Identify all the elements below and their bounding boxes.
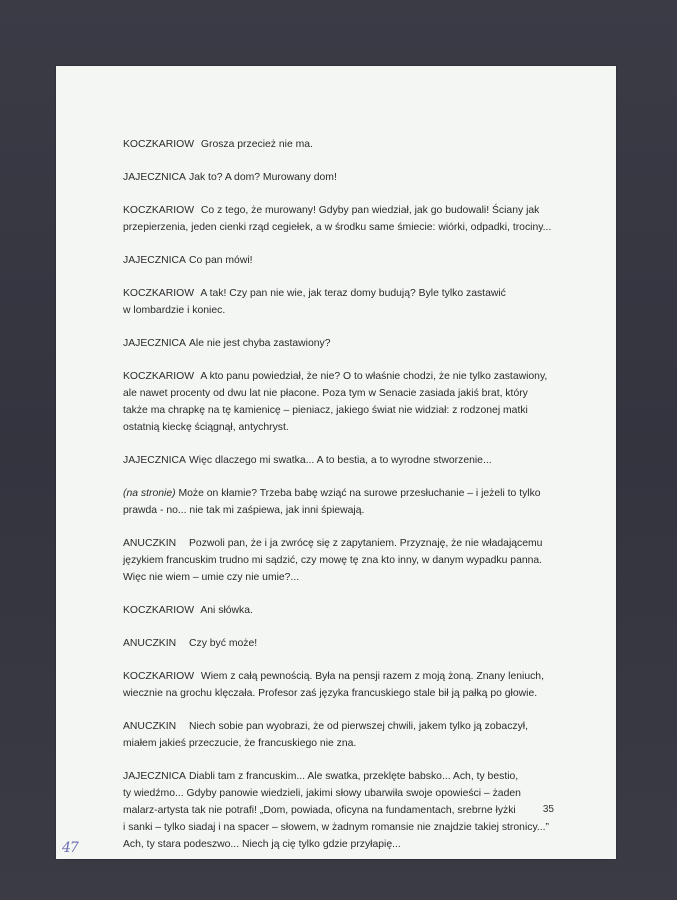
dialogue-paragraph — [123, 485, 613, 519]
speaker-name: JAJECZNICA — [123, 255, 186, 266]
text-line — [123, 768, 613, 785]
text-line — [123, 368, 613, 385]
speaker-name: JAJECZNICA — [123, 338, 186, 349]
text-line — [123, 535, 613, 552]
speaker-name: KOCZKARIOW — [123, 139, 195, 150]
text-line — [123, 802, 613, 819]
text-line — [123, 602, 613, 619]
line-text: A kto panu powiedział, że nie? O to właśnie chodzi, że nie tylko zastawiony, — [200, 371, 548, 382]
line-text: Grosza przecież nie ma. — [200, 139, 313, 150]
line-text: Czy być może! — [189, 638, 258, 649]
text-line — [123, 335, 613, 352]
handwritten-page-mark: 47 — [62, 840, 78, 856]
text-line — [123, 785, 613, 802]
dialogue-paragraph — [123, 768, 613, 853]
line-text: językiem francuskim trudno mi sądzić, czy mowę tę zna kto inny, w danym wypadku panna. — [123, 555, 543, 566]
line-text: Więc dlaczego mi swatka... A to bestia, a to wyrodne stworzenie... — [189, 455, 492, 466]
line-text: przepierzenia, jeden cienki rząd cegiełek, a w środku same śmiecie: wiórki, odpadki, trociny... — [123, 222, 552, 233]
dialogue-paragraph — [123, 535, 613, 586]
text-line — [123, 285, 613, 302]
line-text: Więc nie wiem – umie czy nie umie?... — [123, 572, 300, 583]
speaker-name: ANUCZKIN — [123, 638, 177, 649]
line-text: Może on kłamie? Trzeba babę wziąć na surowe przesłuchanie – i jeżeli to tylko — [178, 488, 541, 499]
line-text: prawda - no... nie tak mi zaśpiewa, jak inni śpiewają. — [123, 505, 365, 516]
text-line — [123, 735, 613, 752]
line-text: także ma chrapkę na tę kamienicę – pieniacz, jakiego świat nie widział: z rodzonej matki — [123, 405, 528, 416]
line-text: Co z tego, że murowany! Gdyby pan wiedział, jak go budowali! Ściany jak — [200, 205, 540, 216]
text-line — [123, 718, 613, 735]
text-line — [123, 169, 613, 186]
line-text: Diabli tam z francuskim... Ale swatka, przeklęte babsko... Ach, ty bestio, — [189, 771, 519, 782]
text-line — [123, 836, 613, 853]
dialogue-paragraph — [123, 136, 613, 153]
text-line — [123, 385, 613, 402]
dialogue-paragraph — [123, 285, 613, 319]
speaker-name: JAJECZNICA — [123, 455, 186, 466]
speaker-name: JAJECZNICA — [123, 771, 186, 782]
dialogue-paragraph — [123, 668, 613, 702]
text-line — [123, 252, 613, 269]
line-text: ty wiedźmo... Gdyby panowie wiedzieli, jakimi słowy ubarwiła swoje opowieści – żaden — [123, 788, 521, 799]
line-text: Wiem z całą pewnością. Była na pensji razem z moją żoną. Znany leniuch, — [200, 671, 544, 682]
dialogue-paragraph — [123, 335, 613, 352]
line-text: Ach, ty stara podeszwo... Niech ją cię tylko gdzie przyłapię... — [123, 839, 401, 850]
text-line — [123, 485, 613, 502]
dialogue-text — [123, 136, 613, 869]
dialogue-paragraph — [123, 602, 613, 619]
line-text: Co pan mówi! — [189, 255, 253, 266]
line-text: wiecznie na grochu klęczała. Profesor zaś języka francuskiego stale bił ją pałką po głowie. — [123, 688, 538, 699]
dialogue-paragraph — [123, 452, 613, 469]
text-line — [123, 819, 613, 836]
speaker-name: KOCZKARIOW — [123, 371, 195, 382]
line-text: Niech sobie pan wyobrazi, że od pierwszej chwili, jakem tylko ją zobaczył, — [189, 721, 528, 732]
line-text: malarz-artysta tak nie potrafi! „Dom, powiada, oficyna na fundamentach, srebrne łyżki — [123, 805, 516, 816]
text-line — [123, 302, 613, 319]
line-text: w lombardzie i koniec. — [123, 305, 226, 316]
dialogue-paragraph — [123, 635, 613, 652]
speaker-name: KOCZKARIOW — [123, 605, 195, 616]
text-line — [123, 502, 613, 519]
line-text: A tak! Czy pan nie wie, jak teraz domy budują? Byle tylko zastawić — [200, 288, 506, 299]
speaker-name: ANUCZKIN — [123, 538, 177, 549]
dialogue-paragraph — [123, 202, 613, 236]
speaker-name: KOCZKARIOW — [123, 671, 195, 682]
dialogue-paragraph — [123, 252, 613, 269]
text-line — [123, 419, 613, 436]
dialogue-paragraph — [123, 718, 613, 752]
text-line — [123, 402, 613, 419]
text-line — [123, 569, 613, 586]
line-text: miałem jakieś przeczucie, że francuskiego nie zna. — [123, 738, 357, 749]
speaker-name: JAJECZNICA — [123, 172, 186, 183]
text-line — [123, 219, 613, 236]
dialogue-paragraph — [123, 169, 613, 186]
text-line — [123, 685, 613, 702]
text-line — [123, 452, 613, 469]
line-text: ostatnią kieckę ściągnął, antychryst. — [123, 422, 289, 433]
speaker-name: KOCZKARIOW — [123, 288, 195, 299]
text-line — [123, 202, 613, 219]
speaker-name: KOCZKARIOW — [123, 205, 195, 216]
stage-direction: (na stronie) — [123, 488, 176, 499]
text-line — [123, 668, 613, 685]
line-text: Ani słówka. — [200, 605, 253, 616]
line-text: ale nawet procenty od dwu lat nie płacone. Poza tym w Senacie zasiada jakiś brat, który — [123, 388, 528, 399]
text-line — [123, 552, 613, 569]
dialogue-paragraph — [123, 368, 613, 436]
speaker-name: ANUCZKIN — [123, 721, 177, 732]
line-text: Jak to? A dom? Murowany dom! — [189, 172, 337, 183]
document-page — [56, 66, 616, 859]
line-text: Pozwoli pan, że i ja zwrócę się z zapytaniem. Przyznaję, że nie władającemu — [189, 538, 543, 549]
line-text: Ale nie jest chyba zastawiony? — [189, 338, 331, 349]
page-number: 35 — [542, 804, 554, 815]
text-line — [123, 136, 613, 153]
line-text: i sanki – tylko siadaj i na spacer – słowem, w żadnym romansie nie znajdzie takiej stronicy...” — [123, 822, 550, 833]
text-line — [123, 635, 613, 652]
